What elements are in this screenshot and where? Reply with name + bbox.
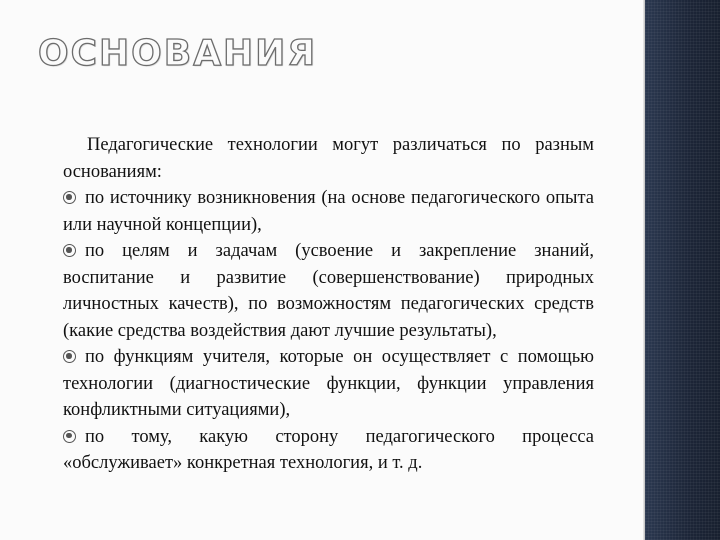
slide-title: ОСНОВАНИЯ — [38, 33, 318, 74]
circle-target-icon — [63, 191, 76, 204]
intro-paragraph: Педагогические технологии могут различаться по разным основаниям: — [63, 135, 594, 182]
bullet-text: по функциям учителя, которые он осуществляет с помощью технологии (диагностические функции, функции управления конфликтными ситуациями), — [63, 347, 594, 420]
bullet-text: по источнику возникновения (на основе педагогического опыта или научной концепции), — [63, 188, 594, 235]
bullet-text: по целям и задачам (усвоение и закрепление знаний, воспитание и развитие (совершенствование) природных личностных качеств), по возможностям педагогических средств (какие средства воздействия дают лучшие результаты), — [63, 241, 594, 341]
bullet-item — [63, 344, 594, 424]
circle-target-icon — [63, 430, 76, 443]
bullet-item — [63, 185, 594, 238]
side-panel — [645, 0, 720, 540]
slide-body — [63, 132, 594, 477]
circle-target-icon — [63, 350, 76, 363]
bullet-item — [63, 424, 594, 477]
bullet-text: по тому, какую сторону педагогического процесса «обслуживает» конкретная технология, и т. д. — [63, 426, 594, 473]
circle-target-icon — [63, 244, 76, 257]
bullet-item — [63, 238, 594, 344]
